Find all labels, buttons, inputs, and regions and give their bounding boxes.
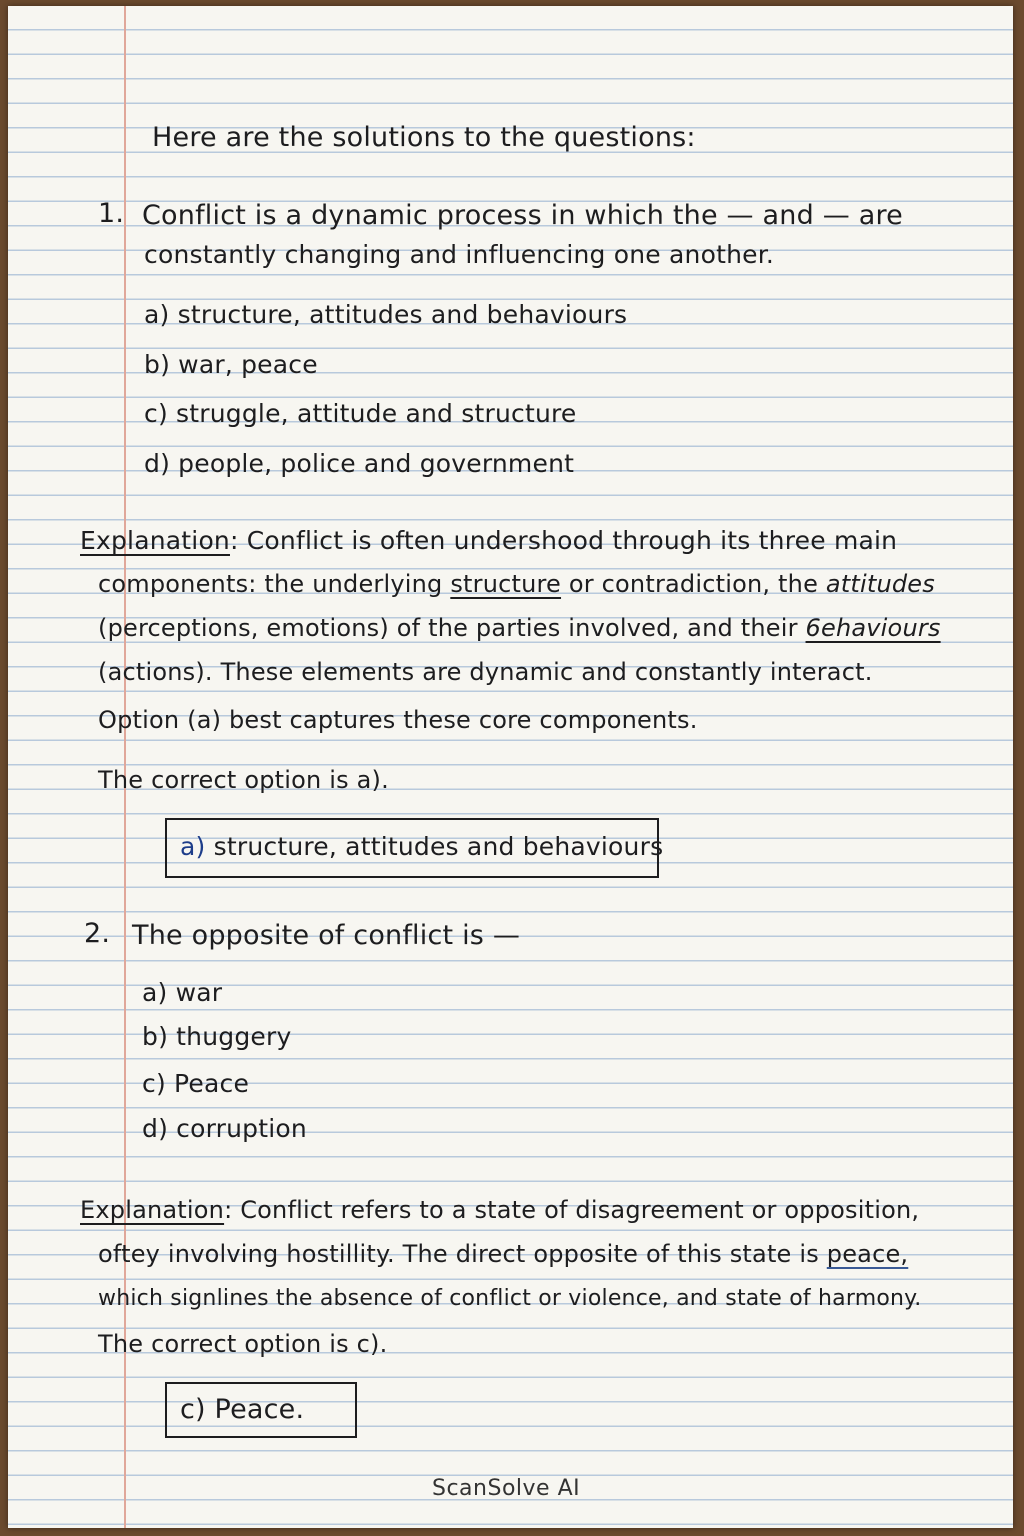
q1-answer-letter: a) (180, 832, 206, 861)
q1-text-line1: Conflict is a dynamic process in which the — and — are (142, 200, 903, 231)
structure-keyword: structure (450, 570, 562, 598)
q1-text-line2: constantly changing and influencing one another. (144, 240, 775, 269)
q1-explanation-line3 (98, 614, 941, 642)
q2-explanation-text: : Conflict refers to a state of disagreement or opposition, (224, 1196, 920, 1224)
q1-option-a: a) structure, attitudes and behaviours (144, 300, 628, 329)
q2-number: 2. (84, 918, 111, 949)
q2-exp2-a: oftey involving hostillity. The direct opposite of this state is (98, 1240, 827, 1268)
q2-answer: c) Peace. (180, 1394, 305, 1425)
q1-number: 1. (98, 198, 125, 229)
q1-explanation-line2 (98, 570, 935, 598)
attitudes-keyword: attitudes (825, 570, 935, 598)
q1-explanation-line1 (80, 526, 897, 555)
q2-explanation-line1 (80, 1196, 919, 1224)
q1-explanation-text: : Conflict is often undershood through its three main (229, 526, 898, 555)
peace-keyword: peace, (826, 1240, 909, 1268)
intro-heading: Here are the solutions to the questions: (152, 122, 696, 153)
q2-option-d: d) corruption (142, 1114, 307, 1143)
q2-text-line1: The opposite of conflict is — (132, 920, 521, 951)
q1-answer-text: structure, attitudes and behaviours (213, 832, 664, 861)
footer-brand: ScanSolve AI (432, 1476, 581, 1501)
q1-option-b: b) war, peace (144, 350, 318, 379)
q1-explanation-line5: Option (a) best captures these core components. (98, 706, 698, 734)
notebook-paper (8, 6, 1013, 1528)
q1-exp3-a: (perceptions, emotions) of the parties involved, and their (98, 614, 806, 642)
explanation-label: Explanation (80, 526, 230, 555)
q2-explanation-line2 (98, 1240, 908, 1268)
q1-option-d: d) people, police and government (144, 449, 575, 478)
q2-correct-option: The correct option is c). (98, 1330, 388, 1358)
q1-option-c: c) struggle, attitude and structure (144, 399, 577, 428)
q2-option-c: c) Peace (142, 1069, 250, 1098)
q2-option-a: a) war (142, 978, 223, 1007)
q1-exp2-b: or contradiction, the (561, 570, 826, 598)
q2-option-b: b) thuggery (142, 1022, 292, 1051)
q2-explanation-line3: which signlines the absence of conflict or violence, and state of harmony. (98, 1286, 922, 1311)
behaviours-keyword: 6ehaviours (805, 614, 941, 642)
q1-exp2-a: components: the underlying (98, 570, 451, 598)
q1-explanation-line4: (actions). These elements are dynamic and constantly interact. (98, 658, 873, 686)
explanation-label: Explanation (80, 1196, 225, 1224)
q1-answer (180, 832, 663, 861)
q1-correct-option: The correct option is a). (98, 766, 389, 794)
